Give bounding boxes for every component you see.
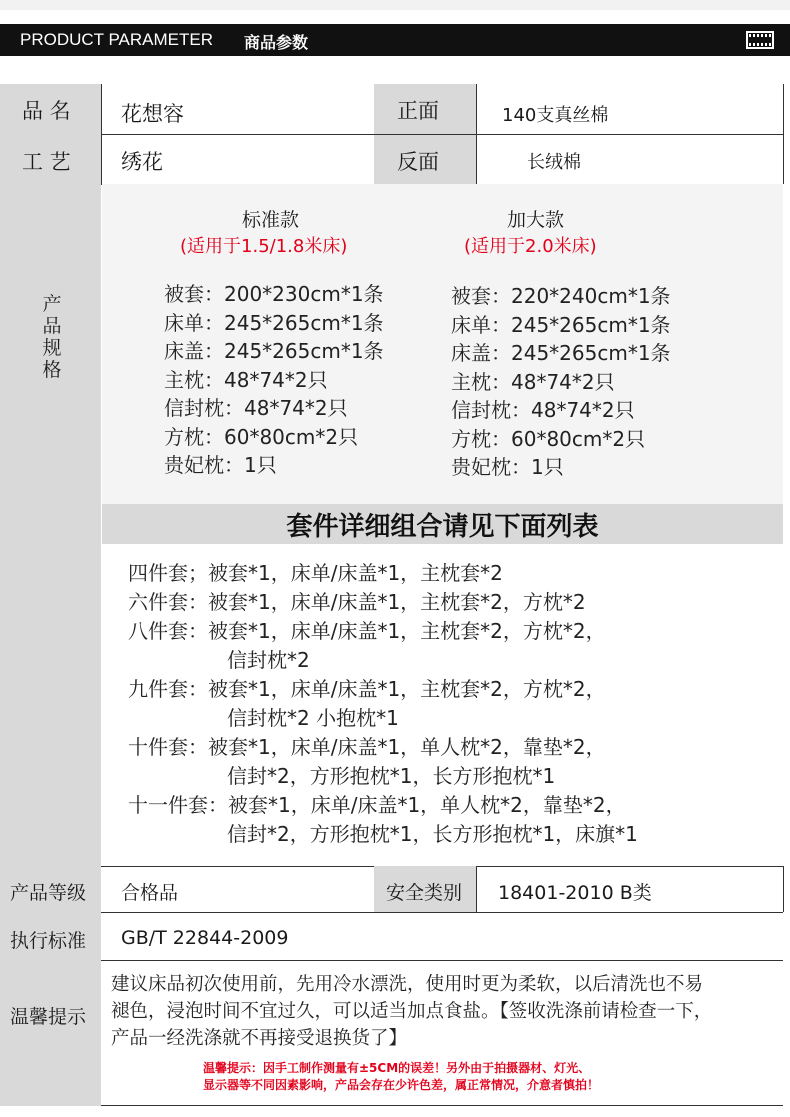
spec-label-char: 规 — [42, 337, 62, 359]
divider — [101, 134, 783, 135]
list-item: 信封枕*2 小抱枕*1 — [227, 706, 399, 730]
list-item: 十件套：被套*1，床单/床盖*1，单人枕*2，靠垫*2， — [128, 735, 606, 759]
back-value: 长绒棉 — [527, 152, 581, 173]
large-subtitle: (适用于2.0米床) — [464, 236, 597, 257]
tips-label: 温馨提示 — [10, 1006, 87, 1028]
grade-label: 产品等级 — [10, 882, 87, 904]
list-item: 被套：220*240cm*1条 — [451, 284, 671, 308]
divider — [476, 866, 477, 912]
film-icon — [746, 31, 774, 49]
divider — [783, 84, 784, 184]
tips-warning — [203, 1060, 599, 1094]
list-item: 十一件套：被套*1，床单/床盖*1，单人枕*2，靠垫*2， — [128, 793, 626, 817]
list-item: 床单：245*265cm*1条 — [164, 310, 384, 335]
divider — [783, 866, 784, 912]
standard-subtitle: (适用于1.5/1.8米床) — [180, 236, 348, 257]
spec-label-char: 产 — [42, 293, 62, 315]
list-item: 主枕：48*74*2只 — [451, 369, 615, 394]
list-item: 床单：245*265cm*1条 — [451, 312, 671, 337]
combo-banner-text: 套件详细组合请见下面列表 — [286, 512, 599, 542]
standard-row-label: 执行标准 — [10, 930, 87, 952]
list-item: 信封枕*2 — [227, 648, 310, 672]
large-list — [451, 282, 671, 482]
tips-warning-line: 显示器等不同因素影响，产品会存在少许色差，属正常情况，介意者慎拍！ — [203, 1078, 600, 1092]
section-header — [0, 24, 790, 56]
tips-warning-line: 温馨提示：因手工制作测量有±5CM的误差！另外由于拍摄器材、灯光、 — [203, 1061, 591, 1075]
tips-line: 褪色，浸泡时间不宜过久，可以适当加点食盐。【签收洗涤前请检查一下， — [111, 1001, 713, 1022]
divider — [101, 1105, 783, 1106]
safety-value: 18401-2010 B类 — [498, 882, 652, 904]
divider — [101, 84, 102, 184]
craft-label: 工 艺 — [22, 150, 71, 174]
tips-line: 产品一经洗涤就不再接受退换货了】 — [111, 1028, 408, 1049]
standard-row-value: GB/T 22844-2009 — [121, 927, 289, 949]
front-label: 正面 — [397, 99, 439, 123]
tips-line: 建议床品初次使用前，先用冷水漂洗，使用时更为柔软，以后清洗也不易 — [111, 974, 704, 995]
list-item: 信封枕：48*74*2只 — [164, 396, 348, 420]
spec-label-char: 格 — [42, 359, 62, 381]
craft-value: 绣花 — [121, 150, 163, 174]
list-item: 九件套：被套*1，床单/床盖*1，主枕套*2，方枕*2， — [128, 677, 606, 701]
front-value: 140支真丝棉 — [502, 105, 609, 126]
large-title: 加大款 — [507, 209, 565, 231]
list-item: 信封枕：48*74*2只 — [451, 398, 635, 422]
safety-label: 安全类别 — [386, 882, 463, 904]
list-item: 贵妃枕：1只 — [451, 455, 564, 479]
name-value: 花想容 — [121, 102, 184, 126]
spec-label-char: 品 — [42, 315, 62, 337]
header-title-en: PRODUCT PARAMETER — [20, 30, 214, 49]
list-item: 信封*2，方形抱枕*1，长方形抱枕*1，床旗*1 — [227, 822, 638, 846]
standard-list — [164, 280, 384, 480]
divider — [476, 84, 477, 184]
divider — [101, 912, 783, 913]
list-item: 信封*2，方形抱枕*1，长方形抱枕*1 — [227, 764, 556, 788]
combo-list — [128, 559, 638, 849]
divider — [101, 960, 783, 961]
back-label: 反面 — [397, 150, 439, 174]
list-item: 四件套；被套*1，床单/床盖*1，主枕套*2 — [128, 561, 503, 585]
list-item: 八件套：被套*1，床单/床盖*1，主枕套*2，方枕*2， — [128, 619, 606, 643]
top-strip — [0, 0, 790, 10]
list-item: 主枕：48*74*2只 — [164, 367, 328, 392]
standard-title: 标准款 — [242, 209, 300, 231]
header-title-cn: 商品参数 — [244, 33, 309, 52]
list-item: 床盖：245*265cm*1条 — [164, 339, 384, 363]
tips-text — [111, 971, 712, 1052]
spec-label — [40, 293, 64, 381]
grade-value: 合格品 — [121, 882, 179, 904]
list-item: 方枕：60*80cm*2只 — [164, 424, 359, 449]
list-item: 床盖：245*265cm*1条 — [451, 341, 671, 365]
list-item: 贵妃枕：1只 — [164, 453, 277, 477]
name-label: 品 名 — [22, 99, 71, 123]
list-item: 被套：200*230cm*1条 — [164, 282, 384, 306]
list-item: 方枕：60*80cm*2只 — [451, 426, 646, 451]
list-item: 六件套：被套*1，床单/床盖*1，主枕套*2，方枕*2 — [128, 590, 586, 614]
